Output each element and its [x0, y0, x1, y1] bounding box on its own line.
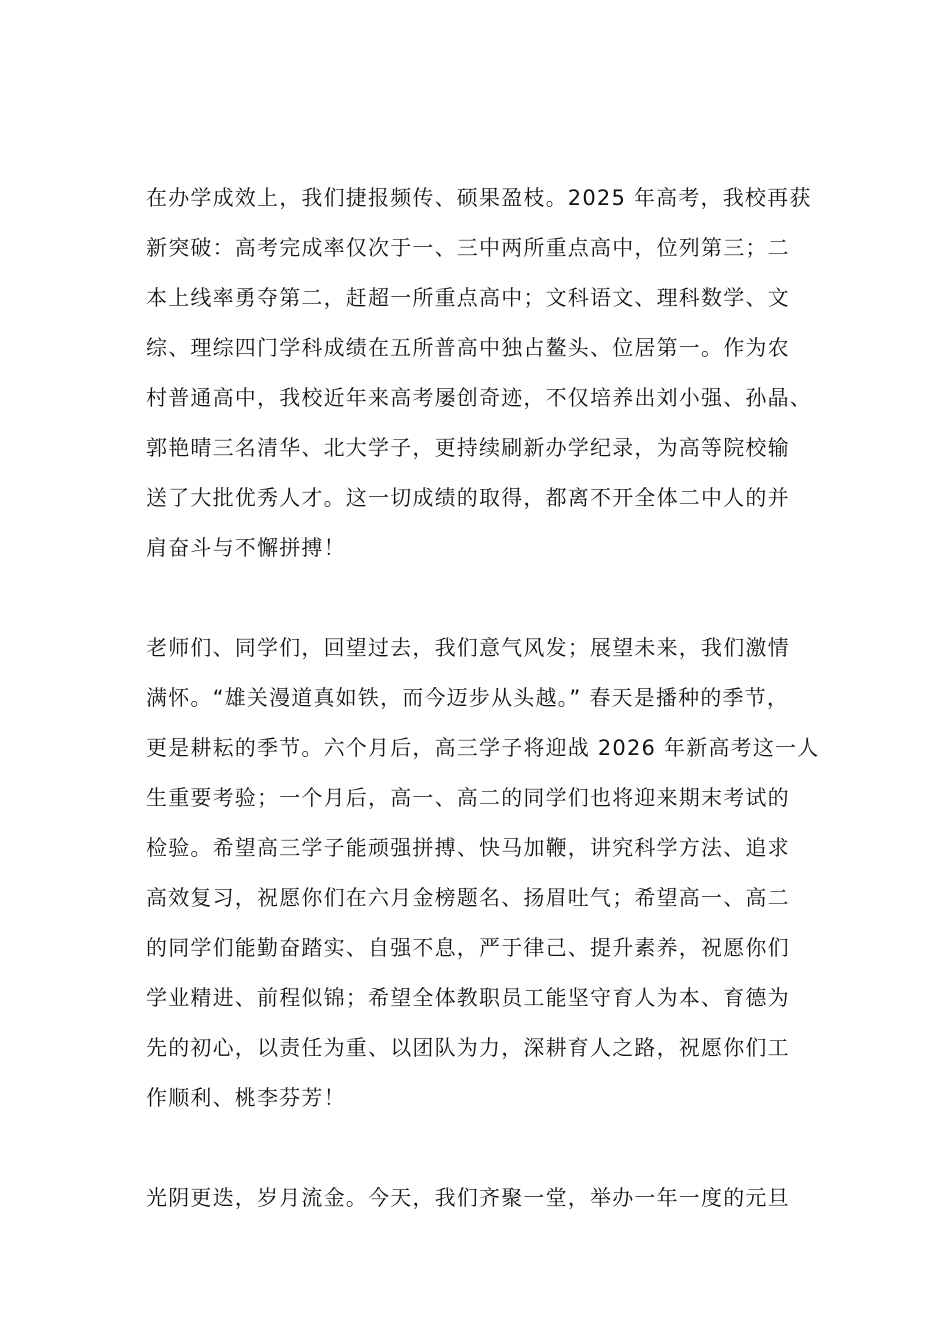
document-body [146, 173, 836, 1223]
text-line: 老师们、同学们，回望过去，我们意气风发；展望未来，我们激情 [146, 636, 790, 660]
text-line: 本上线率勇夺第二，赶超一所重点高中；文科语文、理科数学、文 [146, 286, 790, 310]
paragraph-spacer [146, 573, 836, 623]
text-line: 综、理综四门学科成绩在五所普高中独占鳌头、位居第一。作为农 [146, 336, 790, 360]
paragraph-spacer [146, 1123, 836, 1173]
text-line: 作顺利、桃李芬芳！ [146, 1086, 346, 1110]
paragraph-closing [146, 1173, 836, 1223]
text-line: 送了大批优秀人才。这一切成绩的取得，都离不开全体二中人的并 [146, 486, 790, 510]
text-line: 生重要考验；一个月后，高一、高二的同学们也将迎来期末考试的 [146, 786, 790, 810]
text-line: 光阴更迭，岁月流金。今天，我们齐聚一堂，举办一年一度的元旦 [146, 1186, 790, 1210]
text-line: 新突破：高考完成率仅次于一、三中两所重点高中，位列第三；二 [146, 236, 790, 260]
text-line: 的同学们能勤奋踏实、自强不息，严于律己、提升素养，祝愿你们 [146, 936, 790, 960]
text-line: 先的初心，以责任为重、以团队为力，深耕育人之路，祝愿你们工 [146, 1036, 790, 1060]
paragraph-outlook [146, 623, 836, 1123]
text-line: 检验。希望高三学子能顽强拼搏、快马加鞭，讲究科学方法、追求 [146, 836, 790, 860]
text-line: 在办学成效上，我们捷报频传、硕果盈枝。2025 年高考，我校再获 [146, 186, 812, 210]
text-line: 满怀。“雄关漫道真如铁，而今迈步从头越。” 春天是播种的季节， [146, 686, 790, 710]
text-line: 更是耕耘的季节。六个月后，高三学子将迎战 2026 年新高考这一人 [146, 736, 820, 760]
text-line: 高效复习，祝愿你们在六月金榜题名、扬眉吐气；希望高一、高二 [146, 886, 790, 910]
text-line: 学业精进、前程似锦；希望全体教职员工能坚守育人为本、育德为 [146, 986, 790, 1010]
paragraph-achievements [146, 173, 836, 573]
text-line: 肩奋斗与不懈拼搏！ [146, 536, 346, 560]
text-line: 村普通高中，我校近年来高考屡创奇迹，不仅培养出刘小强、孙晶、 [146, 386, 812, 410]
text-line: 郭艳晴三名清华、北大学子，更持续刷新办学纪录，为高等院校输 [146, 436, 790, 460]
